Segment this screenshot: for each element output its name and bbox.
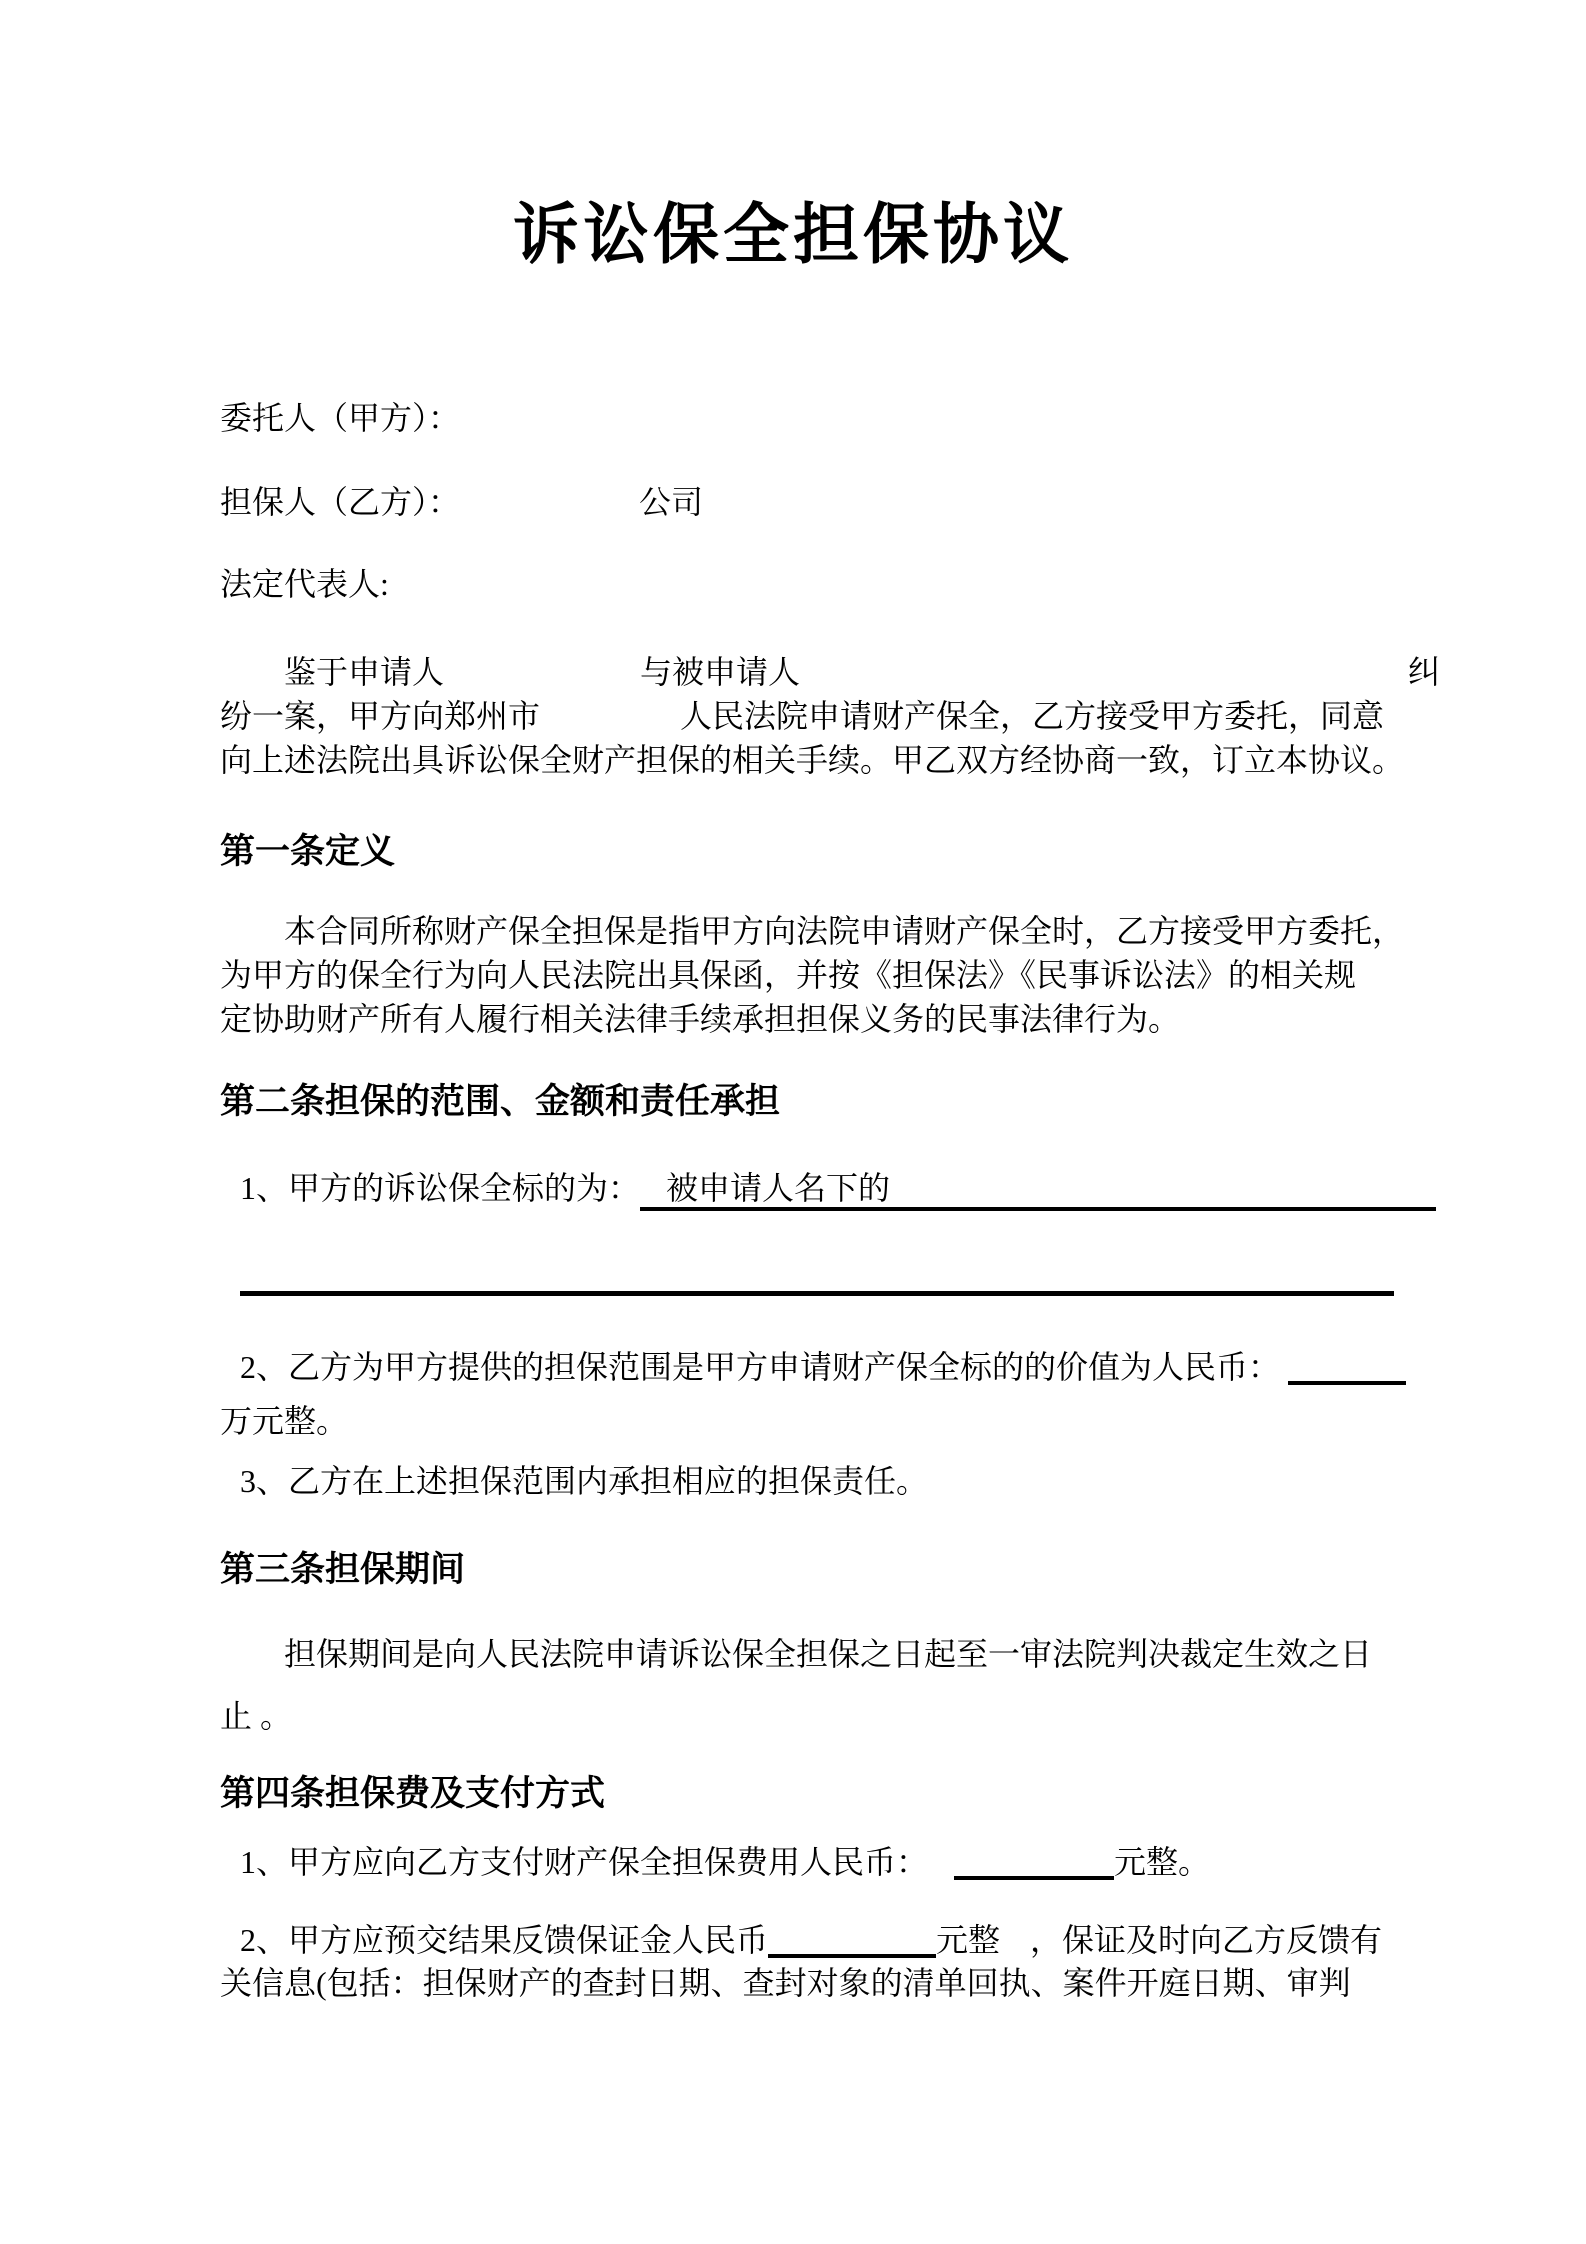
article3-heading: 第三条担保期间 — [220, 1550, 466, 1589]
item2-text: 2、乙方为甲方提供的担保范围是甲方申请财产保全标的的价值为人民币： — [240, 1349, 1281, 1385]
continuation-blank-line — [240, 1291, 1394, 1296]
preservation-subject-blank — [640, 1169, 1436, 1211]
preamble-line-3: 向上述法院出具诉讼保全财产担保的相关手续。甲乙双方经协商一致，订立本协议。 — [220, 742, 1405, 778]
article4-item2-line-1 — [220, 1918, 1450, 1962]
legal-rep-label: 法定代表人: — [220, 566, 389, 602]
article2-item-1 — [220, 1166, 1470, 1211]
article4-item-1 — [220, 1840, 1470, 1884]
preamble-text: 纠 — [1408, 654, 1441, 690]
preamble-line-1 — [220, 650, 1450, 694]
party-entrustor-line — [220, 396, 1450, 440]
article4-item-2 — [220, 1918, 1450, 2005]
preamble — [220, 650, 1450, 782]
article1-line-3: 定协助财产所有人履行相关法律手续承担担保义务的民事法律行为。 — [220, 1001, 1181, 1037]
amount-blank — [1288, 1345, 1406, 1385]
article3-body — [220, 1623, 1450, 1747]
item1-tail: 元整。 — [1114, 1844, 1211, 1880]
article2-item2-line-1 — [220, 1340, 1450, 1394]
deposit-amount-blank — [768, 1918, 936, 1958]
article2-heading: 第二条担保的范围、金额和责任承担 — [220, 1082, 781, 1121]
article2-item2-line-2: 万元整。 — [220, 1403, 349, 1439]
article1-body — [220, 909, 1450, 1041]
article2-item-3: 3、乙方在上述担保范围内承担相应的担保责任。 — [240, 1463, 929, 1499]
article3-line-2: 止 。 — [220, 1698, 293, 1734]
preamble-text: 纷一案，甲方向郑州市 — [220, 698, 541, 734]
guarantor-company-suffix: 公司 — [639, 484, 704, 520]
guarantor-label: 担保人（乙方）： — [220, 484, 461, 520]
item1-label: 1、甲方应向乙方支付财产保全担保费用人民币： — [240, 1844, 929, 1880]
preamble-text: 鉴于申请人 — [284, 654, 445, 690]
document-title: 诉讼保全担保协议 — [513, 197, 1073, 271]
preamble-text: 与被申请人 — [640, 654, 801, 690]
party-guarantor-line — [220, 480, 1450, 524]
article3-line-1: 担保期间是向人民法院申请诉讼保全担保之日起至一审法院判决裁定生效之日 — [284, 1636, 1373, 1672]
preamble-line-2 — [220, 694, 1450, 738]
article1-heading: 第一条定义 — [220, 832, 396, 871]
article2-item-2 — [220, 1340, 1450, 1448]
article4-item2-line-2: 关信息(包括：担保财产的查封日期、查封对象的清单回执、案件开庭日期、审判 — [220, 1965, 1351, 2001]
article1-line-2: 为甲方的保全行为向人民法院出具保函，并按《担保法》《民事诉讼法》的相关规 — [220, 957, 1357, 993]
item2-tail: ，保证及时向乙方反馈有 — [1030, 1922, 1383, 1958]
article4-heading: 第四条担保费及支付方式 — [220, 1774, 606, 1813]
guarantee-fee-blank — [954, 1840, 1114, 1880]
item1-label: 1、甲方的诉讼保全标的为： — [240, 1170, 641, 1206]
preamble-text: 人民法院申请财产保全，乙方接受甲方委托，同意 — [680, 698, 1385, 734]
article1-line-1: 本合同所称财产保全担保是指甲方向法院申请财产保全时，乙方接受甲方委托， — [284, 913, 1405, 949]
item2-label: 2、甲方应预交结果反馈保证金人民币 — [240, 1922, 769, 1958]
preservation-subject-fill: 被申请人名下的 — [666, 1170, 891, 1206]
legal-representative-line — [220, 562, 1450, 606]
item2-mid: 元整 — [936, 1922, 1001, 1958]
entrustor-label: 委托人（甲方）： — [220, 400, 461, 436]
